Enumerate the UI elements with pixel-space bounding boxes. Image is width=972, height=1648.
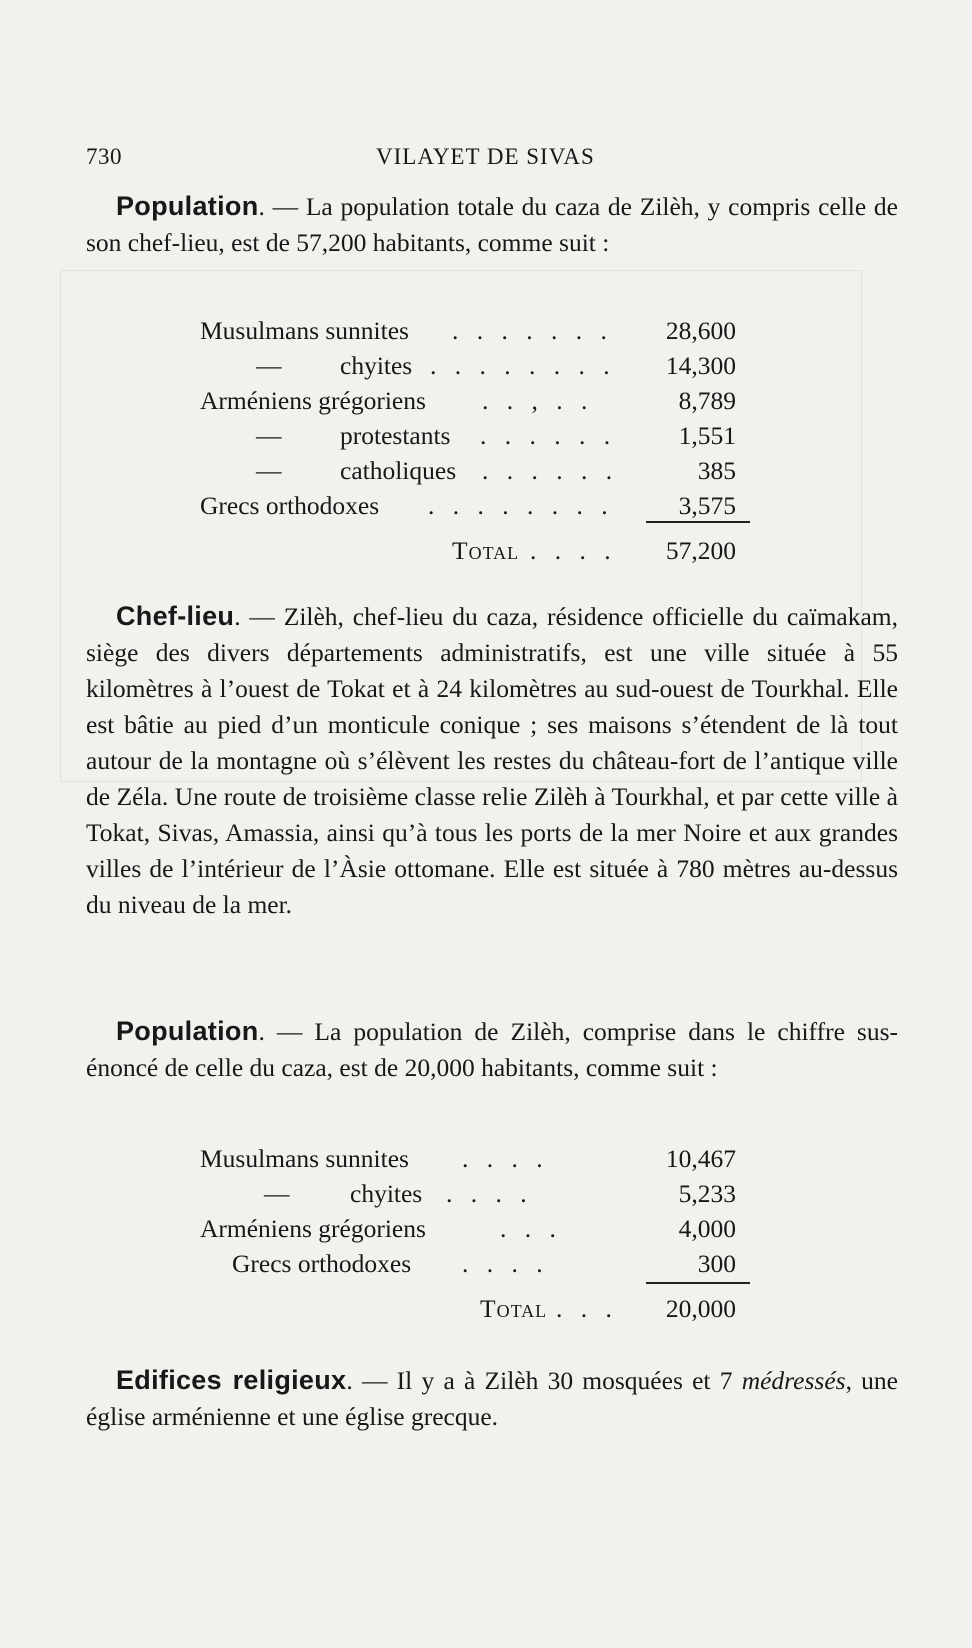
leader-dots: . . . . — [530, 536, 617, 565]
page-number: 730 — [86, 144, 122, 169]
edifices-text-before: . — Il y a à Zilèh 30 mosquées et 7 — [346, 1366, 742, 1395]
row-value: 385 — [697, 456, 736, 485]
row-label: Grecs orthodoxes — [232, 1249, 412, 1278]
ditto-dash: — — [264, 1179, 290, 1208]
table-row — [200, 316, 760, 352]
leader-dots: . . . . . . — [480, 421, 617, 450]
row-label: Arméniens grégoriens — [200, 386, 426, 415]
row-value: 8,789 — [678, 386, 736, 415]
total-label: Total — [480, 1294, 548, 1323]
row-label: Arméniens grégoriens — [200, 1214, 426, 1243]
ditto-dash: — — [256, 351, 282, 380]
table-row — [200, 1249, 760, 1285]
leader-dots: . . . . — [446, 1179, 533, 1208]
chef-lieu-paragraph — [86, 598, 898, 923]
row-sublabel: protestants — [340, 421, 451, 450]
table-row — [200, 351, 760, 387]
row-label: Grecs orthodoxes — [200, 491, 380, 520]
population-caza-text: . — La population totale du caza de Zilèh, y compris celle de son chef-lieu, est de 57,200 habitants, comme suit : — [86, 192, 898, 257]
table-row — [200, 1214, 760, 1250]
running-title: VILAYET DE SIVAS — [376, 144, 595, 169]
population-caza-table — [200, 316, 760, 576]
row-value: 3,575 — [678, 491, 736, 520]
row-value: 10,467 — [665, 1144, 736, 1173]
total-value: 20,000 — [665, 1294, 736, 1323]
chef-lieu-heading: Chef-lieu — [116, 601, 235, 631]
row-value: 5,233 — [678, 1179, 736, 1208]
row-value: 300 — [697, 1249, 736, 1278]
ditto-dash: — — [256, 421, 282, 450]
chef-lieu-text: . — Zilèh, chef-lieu du caza, résidence officielle du caïmakam, siège des divers départements administratifs, est une ville située à 55 kilomètres à l’ouest de Tokat et à 24 kilomètres au sud-ouest de Tourkhal. Elle est bâtie au pied d’un monticule conique ; ses maisons s’étendent de là tout autour de la montagne où s’élèvent les restes du château-fort de l’antique ville de Zéla. Une route de troisième classe relie Zilèh à Tourkhal, et par cette ville à Tokat, Sivas, Amassia, ainsi qu’à tous les ports de la mer Noire et aux grandes villes de l’intérieur de l’Àsie ottomane. Elle est située à 780 mètres au-dessus du niveau de la mer. — [86, 602, 898, 919]
total-row — [200, 536, 760, 572]
row-value: 1,551 — [678, 421, 736, 450]
population-zileh-paragraph — [86, 1013, 898, 1086]
running-head — [86, 144, 898, 174]
row-value: 28,600 — [665, 316, 736, 345]
row-label: Musulmans sunnites — [200, 316, 409, 345]
row-value: 14,300 — [665, 351, 736, 380]
total-value: 57,200 — [665, 536, 736, 565]
edifices-heading: Edifices religieux — [116, 1365, 347, 1395]
leader-dots: . . . . — [462, 1249, 549, 1278]
population-zileh-table — [200, 1144, 760, 1344]
table-row — [200, 421, 760, 457]
population-heading: Population — [116, 191, 259, 221]
leader-dots: . . . . — [462, 1144, 549, 1173]
population-zileh-text: . — La population de Zilèh, comprise dans le chiffre sus-énoncé de celle du caza, est de 20,000 habitants, comme suit : — [86, 1017, 898, 1082]
table-row — [200, 1179, 760, 1215]
leader-dots: . . . . . . — [482, 456, 619, 485]
sum-rule — [646, 1282, 750, 1284]
row-sublabel: catholiques — [340, 456, 457, 485]
row-value: 4,000 — [678, 1214, 736, 1243]
total-row — [200, 1294, 760, 1330]
table-row — [200, 456, 760, 492]
medresses-italic: médressés — [741, 1366, 846, 1395]
leader-dots: . . . . . . . . — [428, 491, 614, 520]
row-sublabel: chyites — [350, 1179, 423, 1208]
leader-dots: . . , . . — [482, 386, 594, 415]
population-caza-paragraph — [86, 188, 898, 261]
table-row — [200, 1144, 760, 1180]
table-row — [200, 386, 760, 422]
leader-dots: . . . . . . . — [452, 316, 613, 345]
leader-dots: . . . — [500, 1214, 562, 1243]
leader-dots: . . . . . . . . — [430, 351, 616, 380]
population-heading: Population — [116, 1016, 259, 1046]
total-label: Total — [452, 536, 520, 565]
leader-dots: . . . — [556, 1294, 618, 1323]
sum-rule — [646, 521, 750, 523]
ditto-dash: — — [256, 456, 282, 485]
row-sublabel: chyites — [340, 351, 413, 380]
edifices-text-after: , une église arménienne et une église grecque. — [86, 1366, 898, 1431]
edifices-religieux-paragraph — [86, 1362, 898, 1435]
row-label: Musulmans sunnites — [200, 1144, 409, 1173]
